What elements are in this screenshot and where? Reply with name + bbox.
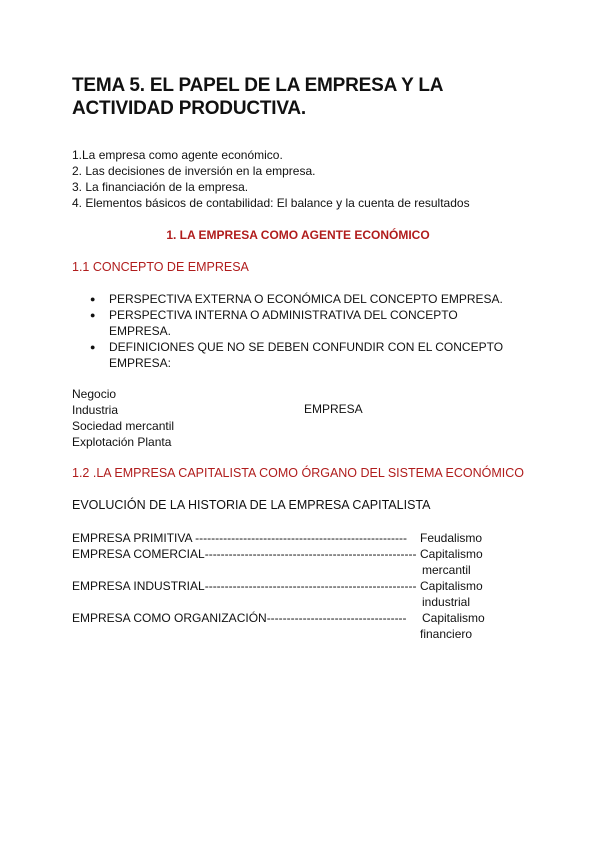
evolution-row-right — [420, 530, 482, 546]
term: Sociedad mercantil — [72, 419, 175, 433]
list-item-text: PERSPECTIVA INTERNA O ADMINISTRATIVA DEL CONCEPTO EMPRESA. — [109, 308, 458, 338]
bullet-list — [92, 291, 522, 371]
evolution-row-left: EMPRESA COMERCIAL----------------------------------------------------- — [72, 547, 417, 561]
evolution-row-right — [420, 578, 483, 610]
evolution-title: EVOLUCIÓN DE LA HISTORIA DE LA EMPRESA CAPITALISTA — [72, 498, 431, 512]
subsection-heading-capitalista: 1.2 .LA EMPRESA CAPITALISTA COMO ÓRGANO DEL SISTEMA ECONÓMICO — [72, 466, 524, 480]
table-of-contents — [72, 147, 470, 211]
term: Industria — [72, 403, 119, 417]
evolution-stage-detail: mercantil — [422, 563, 471, 577]
toc-item: 4. Elementos básicos de contabilidad: El balance y la cuenta de resultados — [72, 196, 470, 210]
section-heading: 1. LA EMPRESA COMO AGENTE ECONÓMICO — [166, 228, 430, 242]
list-item — [92, 339, 522, 371]
evolution-stage-detail: industrial — [422, 595, 471, 609]
evolution-stage: Capitalismo — [420, 579, 483, 593]
evolution-stage-detail: financiero — [420, 627, 473, 641]
subsection-heading-concepto: 1.1 CONCEPTO DE EMPRESA — [72, 260, 249, 274]
term: Negocio — [72, 387, 117, 401]
bullet-icon: ● — [90, 342, 96, 352]
evolution-row-right — [420, 546, 483, 578]
toc-item: 1.La empresa como agente económico. — [72, 148, 283, 162]
list-item-text: PERSPECTIVA EXTERNA O ECONÓMICA DEL CONCEPTO EMPRESA. — [109, 292, 503, 306]
list-item — [92, 291, 522, 307]
list-item — [92, 307, 522, 339]
toc-item: 2. Las decisiones de inversión en la empresa. — [72, 164, 316, 178]
toc-item: 3. La financiación de la empresa. — [72, 180, 249, 194]
evolution-stage: Capitalismo — [420, 547, 483, 561]
bullet-icon: ● — [90, 310, 96, 320]
term-list — [72, 386, 174, 450]
evolution-stage: Feudalismo — [420, 531, 483, 545]
evolution-row-left: EMPRESA PRIMITIVA ----------------------------------------------------- — [72, 531, 407, 545]
evolution-row-left: EMPRESA COMO ORGANIZACIÓN----------------------------------- — [72, 611, 407, 625]
page-title: TEMA 5. EL PAPEL DE LA EMPRESA Y LA ACTIVIDAD PRODUCTIVA. — [72, 75, 443, 119]
bullet-icon: ● — [90, 294, 96, 304]
term: Explotación Planta — [72, 435, 172, 449]
evolution-row-left: EMPRESA INDUSTRIAL----------------------------------------------------- — [72, 579, 417, 593]
empresa-label: EMPRESA — [304, 402, 363, 416]
evolution-stage: Capitalismo — [422, 611, 485, 625]
evolution-row-right — [420, 610, 485, 642]
list-item-text: DEFINICIONES QUE NO SE DEBEN CONFUNDIR CON EL CONCEPTO EMPRESA: — [109, 340, 504, 370]
